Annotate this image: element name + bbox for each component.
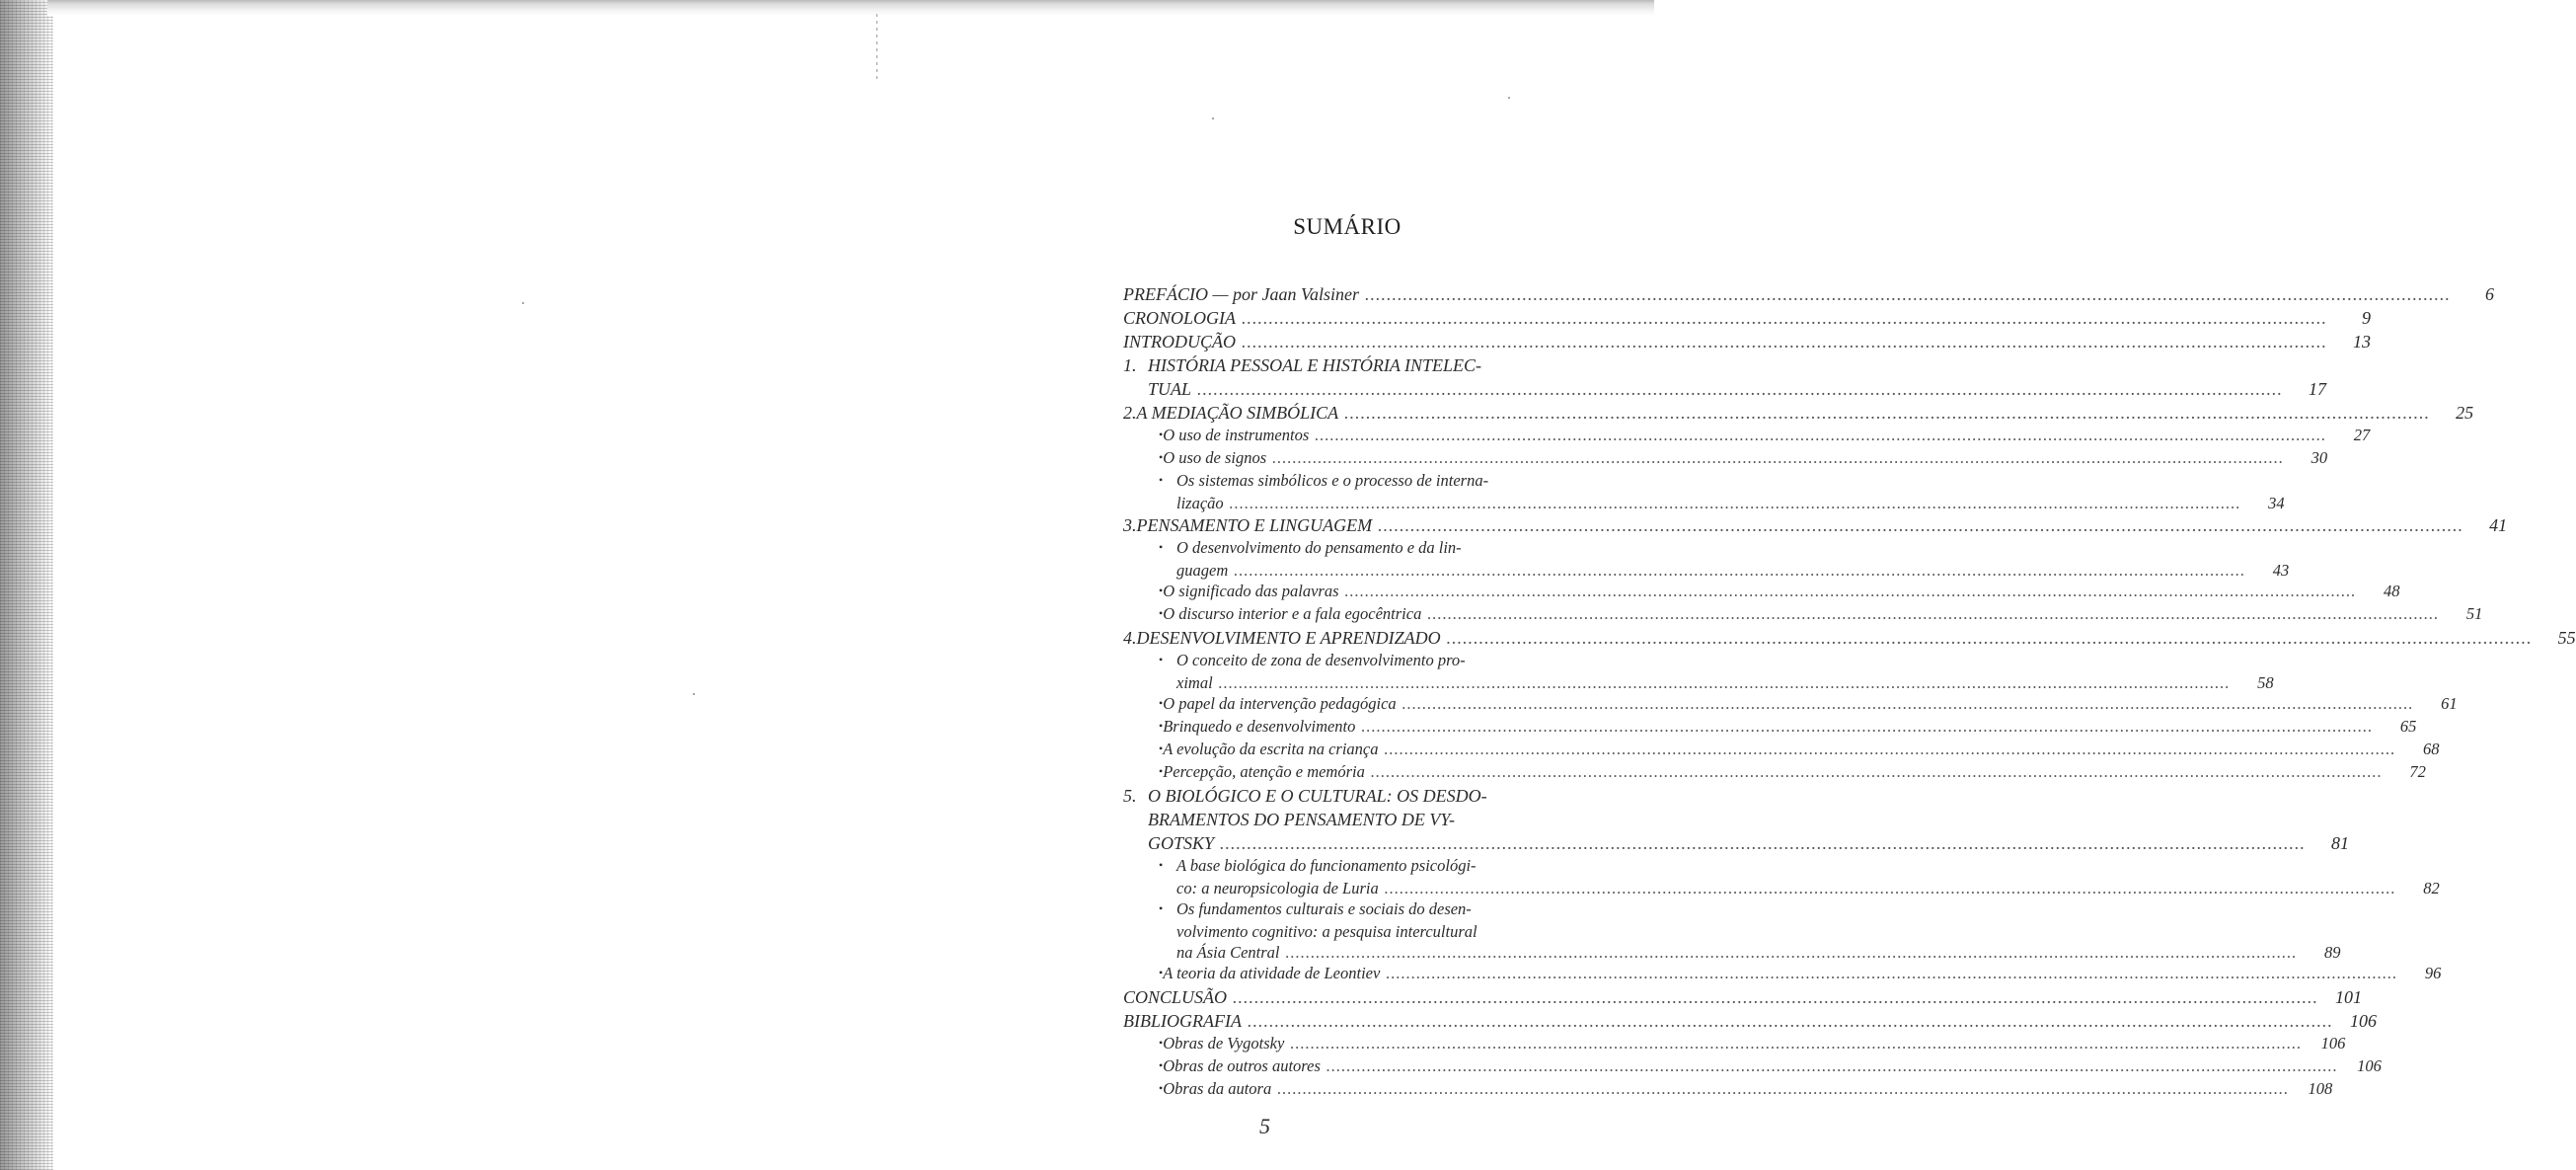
toc-entry-text: A teoria da atividade de Leontiev <box>1163 964 1381 982</box>
toc-entry-text: Obras de outros autores <box>1163 1056 1321 1075</box>
dot-leader <box>1234 560 2245 581</box>
toc-page-number: 68 <box>2422 740 2440 758</box>
bullet-icon: • <box>1159 858 1164 872</box>
toc-page-number: 106 <box>2357 1056 2382 1075</box>
dot-leader <box>1384 739 2395 759</box>
toc-page-number: 81 <box>2331 833 2350 853</box>
toc-entry-line <box>1123 603 2483 626</box>
toc-entry-text: lização <box>1176 494 1224 512</box>
toc-entry-text: O uso de signos <box>1163 448 1267 467</box>
toc-entry <box>1123 401 2474 425</box>
toc-subentry <box>1123 716 2417 739</box>
toc-entry-line <box>1123 493 2285 513</box>
toc-entry-text: O papel da intervenção pedagógica <box>1163 694 1397 713</box>
toc-entry-text: ximal <box>1176 673 1213 692</box>
dot-leader <box>1219 672 2231 693</box>
bullet-icon: • <box>1159 428 1164 441</box>
toc-entry <box>1123 985 2363 1009</box>
chapter-number: 2. <box>1123 403 1137 423</box>
toc-entry-line <box>1123 942 2341 963</box>
bullet-icon: • <box>1159 540 1164 554</box>
bullet-icon: • <box>1159 719 1164 733</box>
toc-entry-line <box>1123 470 1587 493</box>
dot-leader <box>1344 401 2430 425</box>
toc-entry-line <box>1123 672 2274 693</box>
toc-entry-line <box>1123 560 2290 581</box>
dot-leader <box>1277 1078 2289 1099</box>
dot-leader <box>1386 963 2397 983</box>
toc-page-number: 65 <box>2399 717 2417 736</box>
toc-subentry <box>1123 650 2274 693</box>
toc-page-number: 43 <box>2272 561 2290 580</box>
dot-leader <box>1230 493 2241 513</box>
toc-subentry <box>1123 1055 2382 1078</box>
toc-entry <box>1123 784 2350 855</box>
book-spine-shadow <box>0 0 53 1170</box>
toc-page-number: 34 <box>2268 494 2285 512</box>
toc-entry-text: Os fundamentos culturais e sociais do desen- <box>1176 899 1472 918</box>
paper-speck <box>693 693 695 695</box>
toc-entry-text: PREFÁCIO — por Jaan Valsiner <box>1123 284 1359 304</box>
toc-entry <box>1123 353 2327 401</box>
toc-entry-line <box>1123 716 2417 739</box>
toc-entry-text: BIBLIOGRAFIA <box>1123 1011 1242 1031</box>
toc-subentry <box>1123 581 2400 603</box>
bullet-icon: • <box>1159 1058 1164 1072</box>
toc-page-number: 89 <box>2324 943 2341 962</box>
toc-entry-line <box>1123 921 1587 942</box>
bullet-icon: • <box>1159 606 1164 620</box>
toc-page-number: 27 <box>2353 426 2371 444</box>
toc-entry-text: O uso de instrumentos <box>1163 426 1310 444</box>
toc-page-number: 72 <box>2409 762 2426 781</box>
toc-page-number: 48 <box>2384 582 2400 600</box>
chapter-number: 3. <box>1123 515 1137 535</box>
toc-subentry <box>1123 425 2371 447</box>
toc-entry-text: na Ásia Central <box>1176 943 1280 962</box>
dot-leader <box>1385 878 2396 898</box>
paper-speck <box>1212 117 1214 119</box>
toc-page-number: 51 <box>2465 604 2483 623</box>
toc-entry-text: DESENVOLVIMENTO E APRENDIZADO <box>1136 628 1441 648</box>
chapter-number: 1. <box>1123 355 1137 375</box>
toc-subentry <box>1123 537 2290 581</box>
toc-entry-text: guagem <box>1176 561 1229 580</box>
toc-entry-line <box>1123 353 1587 377</box>
bullet-icon: • <box>1159 653 1164 666</box>
toc-entry-line <box>1123 855 1587 878</box>
toc-entry-line <box>1123 784 1587 808</box>
toc-entry-text: CRONOLOGIA <box>1123 308 1237 328</box>
dot-leader <box>1242 306 2327 330</box>
bullet-icon: • <box>1159 741 1164 755</box>
dot-leader <box>1402 693 2414 714</box>
bullet-icon: • <box>1159 1081 1164 1095</box>
toc-entry-text: INTRODUÇÃO <box>1123 332 1237 351</box>
toc-entry-line <box>1123 401 2474 425</box>
toc-entry-line <box>1123 739 2440 761</box>
toc-page-number: 25 <box>2456 403 2474 423</box>
toc-page-number: 108 <box>2308 1079 2333 1098</box>
toc-entry <box>1123 1009 2377 1033</box>
dot-leader <box>1345 581 2357 601</box>
page-gutter <box>876 14 877 83</box>
bullet-icon: • <box>1159 584 1164 597</box>
toc-entry-text: O BIOLÓGICO E O CULTURAL: OS DESDO- <box>1148 786 1487 806</box>
toc-entry-line <box>1123 878 2440 898</box>
toc-entry-line <box>1123 898 1587 921</box>
toc-entry-text: O conceito de zona de desenvolvimento pro- <box>1176 651 1466 669</box>
toc-entry-line <box>1123 963 2442 985</box>
toc-page-number: 61 <box>2441 694 2458 713</box>
toc-subentry <box>1123 1078 2333 1101</box>
toc-page-number: 6 <box>2484 284 2494 304</box>
toc-entry <box>1123 330 2372 353</box>
toc-page-number: 30 <box>2311 448 2328 467</box>
toc-entry-text: A evolução da escrita na criança <box>1163 740 1379 758</box>
chapter-number: 4. <box>1123 628 1137 648</box>
toc-subentry <box>1123 470 2285 513</box>
paper-speck <box>1508 97 1510 99</box>
toc-entry-line <box>1123 831 2350 855</box>
toc-entry-line <box>1123 282 2494 306</box>
toc-page-number: 58 <box>2257 673 2274 692</box>
dot-leader <box>1233 985 2318 1009</box>
toc-page-number: 106 <box>2320 1034 2346 1053</box>
dot-leader <box>1378 513 2463 537</box>
toc-entry-line <box>1123 1009 2377 1033</box>
dot-leader <box>1326 1055 2338 1076</box>
dot-leader <box>1361 716 2373 737</box>
toc-entry-line <box>1123 513 2508 537</box>
toc-page-number: 82 <box>2423 879 2440 897</box>
toc-subentry <box>1123 1033 2346 1055</box>
chapter-number: 5. <box>1123 786 1137 806</box>
toc-entry-text: Percepção, atenção e memória <box>1163 762 1365 781</box>
dot-leader <box>1365 282 2451 306</box>
dot-leader <box>1242 330 2327 353</box>
dot-leader <box>1371 761 2383 782</box>
table-of-contents <box>1123 282 2576 1101</box>
toc-page-number: 55 <box>2557 628 2576 648</box>
toc-entry <box>1123 513 2508 537</box>
toc-entry-line <box>1123 808 1587 831</box>
toc-entry-line <box>1123 1033 2346 1055</box>
toc-entry-line <box>1123 1055 2382 1078</box>
paper-speck <box>522 302 524 304</box>
toc-subentry <box>1123 739 2440 761</box>
toc-page-number: 101 <box>2335 987 2363 1007</box>
bullet-icon: • <box>1159 473 1164 487</box>
toc-page-number: 17 <box>2309 379 2327 399</box>
toc-entry-line <box>1123 306 2372 330</box>
dot-leader <box>1272 447 2284 468</box>
toc-entry-line <box>1123 377 2327 401</box>
page-top-edge-shadow <box>47 0 1654 16</box>
toc-entry-line <box>1123 693 2458 716</box>
toc-entry-text: BRAMENTOS DO PENSAMENTO DE VY- <box>1148 810 1455 829</box>
toc-subentry <box>1123 898 2341 963</box>
toc-subentry <box>1123 963 2442 985</box>
dot-leader <box>1197 377 2283 401</box>
dot-leader <box>1427 603 2439 624</box>
toc-subentry <box>1123 761 2426 784</box>
bullet-icon: • <box>1159 901 1164 915</box>
dot-leader <box>1290 1033 2302 1053</box>
bullet-icon: • <box>1159 764 1164 778</box>
toc-entry-line <box>1123 626 2576 650</box>
dot-leader <box>1286 942 2298 963</box>
toc-page-number: 106 <box>2349 1011 2377 1031</box>
toc-entry-line <box>1123 1078 2333 1101</box>
toc-entry-text: GOTSKY <box>1148 833 1215 853</box>
toc-entry <box>1123 626 2576 650</box>
toc-entry-text: TUAL <box>1148 379 1192 399</box>
toc-entry-text: HISTÓRIA PESSOAL E HISTÓRIA INTELEC- <box>1148 355 1482 375</box>
dot-leader <box>1248 1009 2333 1033</box>
bullet-icon: • <box>1159 966 1164 979</box>
dot-leader <box>1315 425 2326 445</box>
toc-entry-text: PENSAMENTO E LINGUAGEM <box>1136 515 1373 535</box>
bullet-icon: • <box>1159 450 1164 464</box>
toc-subentry <box>1123 603 2483 626</box>
toc-entry-line <box>1123 985 2363 1009</box>
page-title: SUMÁRIO <box>1293 214 1402 239</box>
toc-entry-text: O significado das palavras <box>1163 582 1339 600</box>
toc-entry-text: O desenvolvimento do pensamento e da lin- <box>1176 538 1462 557</box>
toc-entry <box>1123 282 2494 306</box>
toc-entry-line <box>1123 447 2328 470</box>
bullet-icon: • <box>1159 696 1164 710</box>
toc-subentry <box>1123 447 2328 470</box>
toc-entry-text: Obras de Vygotsky <box>1163 1034 1285 1053</box>
toc-entry-text: co: a neuropsicologia de Luria <box>1176 879 1379 897</box>
toc-entry-text: Brinquedo e desenvolvimento <box>1163 717 1356 736</box>
toc-subentry <box>1123 855 2440 898</box>
page-number: 5 <box>1259 1114 1270 1138</box>
toc-page-number: 96 <box>2424 964 2442 982</box>
dot-leader <box>1447 626 2533 650</box>
toc-entry-text: A base biológica do funcionamento psicológi- <box>1176 856 1477 875</box>
toc-entry-text: O discurso interior e a fala egocêntrica <box>1163 604 1422 623</box>
toc-entry-text: CONCLUSÃO <box>1123 987 1228 1007</box>
toc-entry-line <box>1123 425 2371 447</box>
toc-entry-text: Os sistemas simbólicos e o processo de interna- <box>1176 471 1489 490</box>
toc-entry-text: volvimento cognitivo: a pesquisa intercultural <box>1176 922 1477 941</box>
toc-entry-line <box>1123 537 1587 560</box>
toc-page-number: 13 <box>2353 332 2372 351</box>
toc-entry-line <box>1123 581 2400 603</box>
toc-entry-line <box>1123 761 2426 784</box>
toc-subentry <box>1123 693 2458 716</box>
toc-entry-line <box>1123 330 2372 353</box>
toc-entry <box>1123 306 2372 330</box>
toc-page-number: 41 <box>2489 515 2508 535</box>
toc-page-number: 9 <box>2362 308 2372 328</box>
dot-leader <box>1220 831 2306 855</box>
toc-entry-line <box>1123 650 1587 672</box>
toc-entry-text: A MEDIAÇÃO SIMBÓLICA <box>1136 403 1339 423</box>
toc-entry-text: Obras da autora <box>1163 1079 1272 1098</box>
bullet-icon: • <box>1159 1036 1164 1050</box>
